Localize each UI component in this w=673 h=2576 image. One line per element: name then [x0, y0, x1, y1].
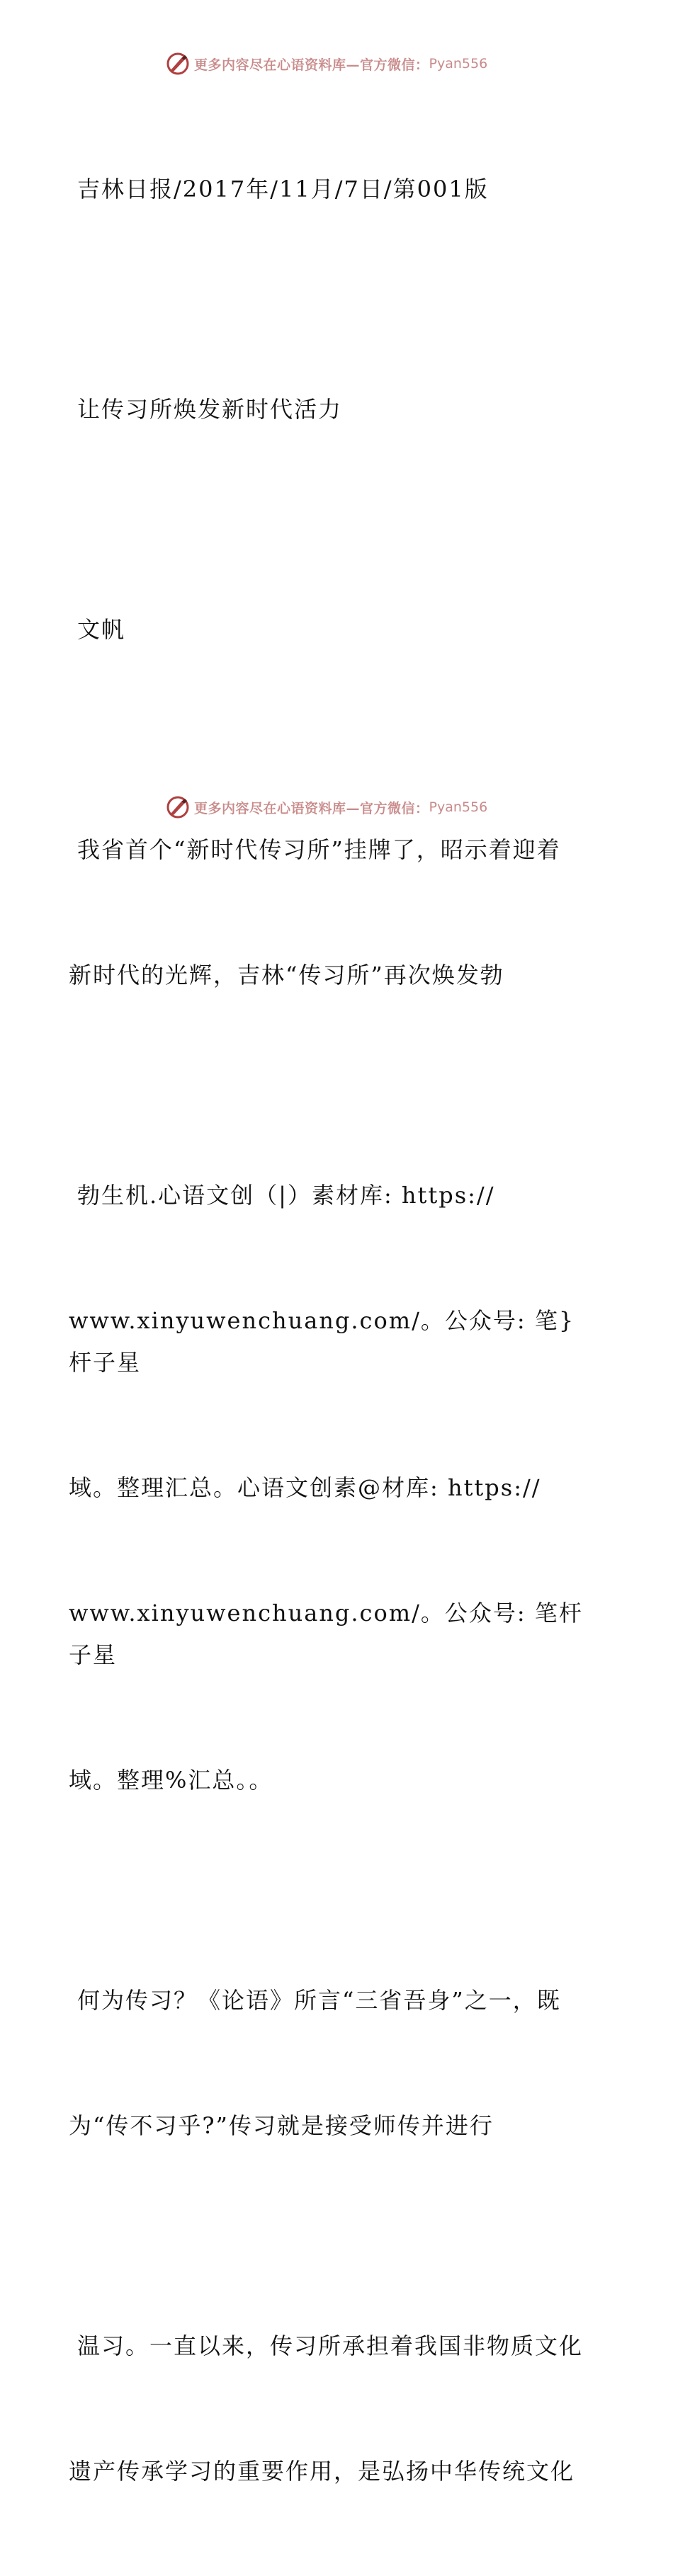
paragraph-line: www.xinyuwenchuang.com/。公众号: 笔杆子星 [69, 1600, 583, 1668]
paragraph-line: 何为传习？《论语》所言“三省吾身”之一，既 [77, 1987, 561, 2014]
paragraph-line: www.xinyuwenchuang.com/。公众号: 笔}杆子星 [69, 1307, 575, 1376]
paragraph-line: 遗产传承学习的重要作用，是弘扬中华传统文化 [69, 2458, 575, 2485]
pen-logo-icon [166, 52, 190, 76]
headline-text: 让传习所焕发新时代活力 [77, 396, 343, 423]
paragraph-line: 新时代的光辉，吉林“传习所”再次焕发勃 [69, 962, 504, 988]
paragraph-4 [69, 2242, 593, 2576]
watermark-text: 更多内容尽在心语资料库—官方微信： [194, 57, 429, 73]
watermark-footer [166, 794, 487, 820]
newspaper-header-line [69, 85, 593, 305]
paragraph-line: 为“传不习乎?”传习就是接受师传并进行 [69, 2112, 494, 2139]
watermark-contact: Pyan556 [429, 799, 488, 815]
watermark-header [166, 51, 487, 76]
paragraph-line: 域。整理%汇总。。 [69, 1767, 273, 1794]
article-author [69, 525, 593, 746]
article-headline [69, 305, 593, 525]
paragraph-line: 域。整理汇总。心语文创素@材库: https:// [69, 1474, 541, 1501]
watermark-text: 更多内容尽在心语资料库—官方微信： [194, 800, 429, 816]
paragraph-line: 我省首个“新时代传习所”挂牌了，昭示着迎着 [77, 836, 561, 863]
watermark-contact: Pyan556 [429, 56, 488, 72]
pen-logo-icon [166, 795, 190, 819]
paragraph-line: 勃生机.心语文创（|）素材库: https:// [77, 1182, 495, 1209]
paragraph-3 [69, 1896, 593, 2230]
publication-info: 吉林日报/2017年/11月/7日/第001版 [77, 176, 489, 203]
author-name: 文帆 [77, 616, 126, 643]
paragraph-2 [69, 1091, 593, 1885]
document-body [69, 85, 593, 2576]
paragraph-line: 温习。一直以来，传习所承担着我国非物质文化 [77, 2332, 584, 2359]
